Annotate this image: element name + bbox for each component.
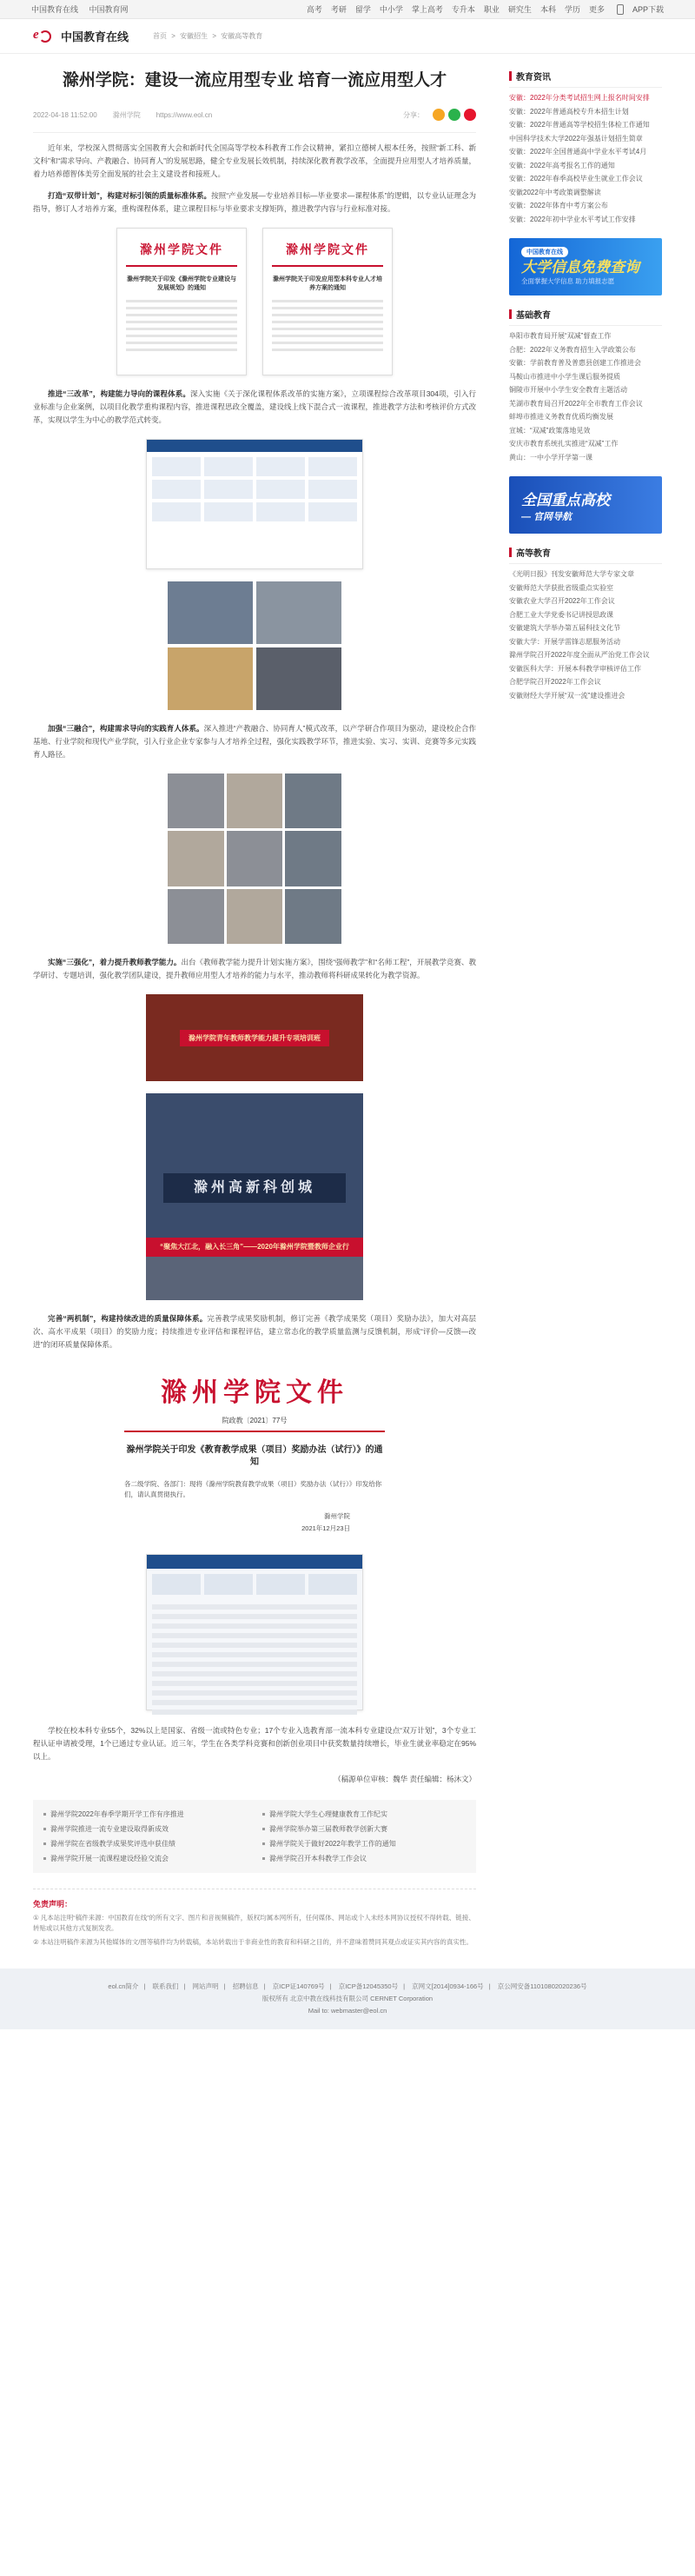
ad-subline: — 官网导航 <box>521 511 573 522</box>
section-heading: 高等教育 <box>516 549 551 559</box>
document-image-right <box>262 228 393 375</box>
sidebar-news-link[interactable]: 马鞍山市推进中小学生课后服务提质 <box>509 372 620 381</box>
breadcrumb <box>153 31 265 41</box>
paragraph-lead: 加强“三融合”，构建需求导向的实践育人体系。 <box>48 724 204 733</box>
site-logo[interactable] <box>33 28 129 44</box>
footer-link[interactable]: 京公网安备11010802020236号 <box>497 1982 587 1990</box>
related-article-link[interactable]: 滁州学院推进一流专业建设取得新成效 <box>43 1823 247 1835</box>
paragraph-text: 出台《教师教学能力提升计划实施方案》，围绕“强师教学”和“名师工程”，开展教学竞赛、教学研讨、专题培训，强化教学团队建设，提升教师应用型人才培养的能力与水平，推动教师将科研成果转化为教学资源。 <box>33 958 476 979</box>
disclaimer-heading: 免责声明： <box>33 1900 73 1909</box>
site-header <box>0 19 695 54</box>
breadcrumb-higher-edu[interactable]: 安徽高等教育 <box>221 32 263 40</box>
breadcrumb-anhui[interactable]: 安徽招生 <box>180 32 208 40</box>
sidebar-news-link[interactable]: 安徽师范大学获批省级重点实验室 <box>509 583 613 592</box>
nav-xueli[interactable]: 学历 <box>564 5 580 14</box>
nav-yanjiusheng[interactable]: 研究生 <box>507 5 532 14</box>
article-paragraph <box>33 189 476 216</box>
breadcrumb-home[interactable]: 首页 <box>153 32 168 40</box>
disclaimer-text: ① 凡本站注明“稿件来源：中国教育在线”的所有文字、图片和音视频稿件，版权均属本网所有，任何媒体、网站或个人未经本网协议授权不得转载、链接、转贴或以其他方式复制发表。 <box>33 1914 475 1932</box>
related-article-link[interactable]: 滁州学院开展一流课程建设经验交流会 <box>43 1853 247 1864</box>
management-system-screenshot <box>146 1554 363 1710</box>
official-document-body: 各二级学院、各部门：现将《滁州学院教育教学成果（项目）奖励办法（试行）》印发给你们，请认真贯彻执行。 <box>124 1480 382 1498</box>
article-paragraph <box>33 722 476 761</box>
sidebar-news-link[interactable]: 安徽：2022年全国普通高中学业水平考试4月 <box>509 148 647 156</box>
share-label: 分享： <box>403 110 424 119</box>
top-nav <box>298 3 664 15</box>
app-download-link[interactable]: APP下载 <box>632 5 664 14</box>
ad-subline: 全面掌握大学信息 助力填报志愿 <box>521 277 615 285</box>
sidebar-section-higher-edu <box>509 546 662 702</box>
related-article-link[interactable]: 滁州学院关于做好2022年教学工作的通知 <box>262 1838 466 1849</box>
event-banner: “聚焦大江北，融入长三角”——2020年滁州学院暨教师企业行 <box>146 1238 363 1257</box>
sidebar-section-basic-edu <box>509 308 662 464</box>
document-subtitle: 滁州学院关于印发应用型本科专业人才培养方案的通知 <box>273 276 382 291</box>
article-paragraph <box>33 388 476 427</box>
course-platform-screenshot <box>146 439 363 569</box>
official-document-signature <box>124 1510 385 1535</box>
classroom-photo <box>168 581 253 644</box>
site-footer <box>0 1969 695 2029</box>
training-banner-photo <box>146 994 363 1081</box>
footer-links: eol.cn简介 | 联系我们 | 网站声明 | 招聘信息 | 京ICP证140769号 | 京ICP备12045350号 | 京网文[2014]0934-166号 | 京公网安备11010802020236号 <box>108 1982 587 1990</box>
document-images <box>33 228 476 375</box>
sidebar-news-link[interactable]: 合肥学院召开2022年工作会议 <box>509 678 601 686</box>
footer-link[interactable]: 联系我们 <box>152 1982 179 1990</box>
sidebar-news-link[interactable]: 安徽农业大学召开2022年工作会议 <box>509 597 615 605</box>
sidebar-news-link[interactable]: 安徽建筑大学举办第五届科技文化节 <box>509 624 620 632</box>
top-link-eol[interactable]: 中国教育在线 <box>31 5 79 14</box>
key-university-ad[interactable] <box>509 476 662 534</box>
sidebar-news-link[interactable]: 宣城：“双减”政策落地见效 <box>509 426 591 435</box>
building-sign: 滁州高新科创城 <box>163 1173 346 1203</box>
article-paragraph: 学校在校本科专业55个，32%以上是国家、省级一流或特色专业；17个专业入选教育部一流本科专业建设点“双万计划”，3个专业工程认证申请被受理，1个已通过专业认证。近三年，学生在各类学科竞赛和创新创业项目中获奖数量持续增长，毕业生就业率稳定在95%以上。 <box>33 1726 476 1761</box>
sidebar <box>509 70 662 1948</box>
sidebar-news-link[interactable]: 安徽：2022年初中学业水平考试工作安排 <box>509 215 636 223</box>
article-main <box>33 70 476 1948</box>
footer-link[interactable]: 京ICP证140769号 <box>272 1982 325 1990</box>
breadcrumb-separator: > <box>212 32 217 40</box>
document-subtitle: 滁州学院关于印发《滁州学院专业建设与发展规划》的通知 <box>127 276 236 291</box>
enterprise-visit-photo <box>146 1093 363 1300</box>
signature-date: 2021年12月23日 <box>301 1524 350 1532</box>
sidebar-news-link[interactable]: 合肥工业大学党委书记讲授思政课 <box>509 610 613 619</box>
nav-zhongxiaoxue[interactable]: 中小学 <box>379 5 403 14</box>
footer-link[interactable]: eol.cn简介 <box>108 1982 139 1990</box>
signature-org: 滁州学院 <box>324 1512 350 1520</box>
official-document-subtitle: 滁州学院关于印发《教育教学成果（项目）奖励办法（试行）》的通知 <box>126 1445 383 1467</box>
official-document-header: 滁州学院文件 <box>161 1378 348 1407</box>
related-articles <box>33 1800 476 1873</box>
ad-headline: 大学信息免费查询 <box>521 259 639 276</box>
sidebar-news-link[interactable]: 滁州学院召开2022年度全面从严治党工作会议 <box>509 651 650 659</box>
article-paragraph <box>33 1312 476 1351</box>
official-document-number: 院政教〔2021〕77号 <box>222 1417 288 1424</box>
sidebar-news-link[interactable]: 蚌埠市推进义务教育优质均衡发展 <box>509 413 613 421</box>
disclaimer-text: ② 本站注明稿件来源为其他媒体的文/图等稿件均为转载稿，本站转载出于非商业性的教育和科研之目的，并不意味着赞同其观点或证实其内容的真实性。 <box>33 1938 473 1946</box>
sidebar-news-link[interactable]: 中国科学技术大学2022年强基计划招生简章 <box>509 134 643 143</box>
footer-link[interactable]: 网站声明 <box>192 1982 219 1990</box>
nav-zhangshang[interactable]: 掌上高考 <box>411 5 443 14</box>
nav-benke[interactable]: 本科 <box>539 5 556 14</box>
nav-zhuanshengben[interactable]: 专升本 <box>451 5 475 14</box>
paragraph-lead: 实施“三强化”，着力提升教师教学能力。 <box>48 958 182 966</box>
top-left-links <box>31 3 137 15</box>
sidebar-news-link[interactable]: 安庆市教育系统扎实推进“双减”工作 <box>509 440 619 448</box>
official-document-image <box>124 1371 385 1535</box>
wechat-share-icon[interactable] <box>448 109 460 121</box>
qzone-share-icon[interactable] <box>433 109 445 121</box>
page-layout <box>0 70 695 1948</box>
classroom-photo <box>256 647 341 710</box>
footer-link[interactable]: 京网文[2014]0934-166号 <box>412 1982 484 1990</box>
sidebar-news-link[interactable]: 安徽：2022年普通高等学校招生体检工作通知 <box>509 121 650 129</box>
section-heading: 教育资讯 <box>516 73 551 83</box>
paragraph-text: 完善教学成果奖励机制，修订完善《教学成果奖（项目）奖励办法》，加大对高层次、高水平成果（项目）的奖励力度；持续推进专业评估和课程评估，建立常态化的教学质量监测与反馈机制，形成“评价—反馈—改进”的闭环质量保障体系。 <box>33 1314 476 1349</box>
sidebar-section-edu-news <box>509 70 662 226</box>
breadcrumb-separator: > <box>171 32 175 40</box>
top-utility-bar <box>0 0 695 19</box>
related-article-link[interactable]: 滁州学院2022年春季学期开学工作有序推进 <box>43 1809 247 1820</box>
article-source: 滁州学院 <box>112 110 141 119</box>
nav-more[interactable]: 更多 <box>588 5 605 14</box>
sidebar-news-link[interactable]: 安徽：2022年分类考试招生网上报名时间安排 <box>509 94 650 102</box>
footer-email[interactable]: Mail to: webmaster@eol.cn <box>308 2007 387 2015</box>
document-header: 滁州学院文件 <box>140 244 223 257</box>
classroom-photo <box>168 647 253 710</box>
eol-logo-icon: e <box>33 29 59 44</box>
nav-zhiye[interactable]: 职业 <box>483 5 500 14</box>
sidebar-news-link[interactable]: 铜陵市开展中小学生安全教育主题活动 <box>509 386 627 394</box>
document-image-left <box>116 228 247 375</box>
banner-text: 滁州学院青年教师教学能力提升专项培训班 <box>180 1030 329 1046</box>
ad-headline: 全国重点高校 <box>521 491 610 508</box>
footer-link[interactable]: 京ICP备12045350号 <box>338 1982 399 1990</box>
sidebar-news-link[interactable]: 安徽：学前教育普及普惠县创建工作推进会 <box>509 359 641 367</box>
editor-credit: （稿源单位审核：魏华 责任编辑：杨沐文） <box>334 1775 476 1783</box>
weibo-share-icon[interactable] <box>464 109 476 121</box>
logo-text: 中国教育在线 <box>61 30 129 43</box>
footer-copyright: 版权所有 北京中教在线科技有限公司 CERNET Corporation <box>261 1995 434 2002</box>
section-heading: 基础教育 <box>516 311 551 321</box>
nav-kaoyan[interactable]: 考研 <box>330 5 347 14</box>
sidebar-news-link[interactable]: 安徽大学：开展学雷锋志愿服务活动 <box>509 637 620 646</box>
article-paragraph: 近年来，学校深入贯彻落实全国教育大会和新时代全国高等学校本科教育工作会议精神，紧扣立德树人根本任务，按照“新工科、新文科”和“需求导向、产教融合、协同育人”的发展思路，健全专业发展长效机制，持续深化教育教学改革，全面提升应用型人才培养质量，着力培养德智体美劳全面发展的社会主义建设者和接班人。 <box>33 143 476 178</box>
related-article-link[interactable]: 滁州学院召开本科教学工作会议 <box>262 1853 466 1864</box>
sidebar-news-link[interactable]: 安徽：2022年春季高校毕业生就业工作会议 <box>509 175 643 183</box>
ad-pill: 中国教育在线 <box>521 247 568 257</box>
paragraph-lead: 打造“双带计划”，构建对标引领的质量标准体系。 <box>48 191 212 200</box>
sidebar-news-link[interactable]: 《光明日报》刊发安徽师范大学专家文章 <box>509 570 634 578</box>
sidebar-news-link[interactable]: 安徽：2022年高考报名工作的通知 <box>509 161 615 169</box>
related-article-link[interactable]: 滁州学院举办第三届教师教学创新大赛 <box>262 1823 466 1835</box>
related-article-link[interactable]: 滁州学院在省级教学成果奖评选中获佳绩 <box>43 1838 247 1849</box>
college-search-ad[interactable] <box>509 238 662 295</box>
sidebar-news-link[interactable]: 芜湖市教育局召开2022年全市教育工作会议 <box>509 399 643 408</box>
sidebar-news-link[interactable]: 阜阳市教育局开展“双减”督查工作 <box>509 332 612 340</box>
footer-link[interactable]: 招聘信息 <box>232 1982 259 1990</box>
paragraph-text: 深入实施《关于深化课程体系改革的实施方案》，立项课程综合改革项目304项，引入行业标准与企业案例，以项目化教学重构课程内容，推进课程思政全覆盖，建设线上线下混合式一流课程，推进教学方法和考核评价方式改革，实现以学生为中心的教学范式转变。 <box>33 389 477 424</box>
paragraph-text: 按照“产业发展—专业培养目标—毕业要求—课程体系”的逻辑，以专业认证理念为指导，修订人才培养方案，重构课程体系，建立课程目标与毕业要求支撑矩阵，推进教学内容与行业标准对接。 <box>33 191 476 213</box>
article-meta <box>33 108 476 122</box>
article-paragraph <box>33 956 476 982</box>
nav-gaokao[interactable]: 高考 <box>306 5 322 14</box>
sidebar-news-link[interactable]: 安徽财经大学开展“双一流”建设推进会 <box>509 691 626 700</box>
paragraph-lead: 推进“三改革”，构建能力导向的课程体系。 <box>48 389 190 398</box>
sidebar-news-link[interactable]: 合肥：2022年义务教育招生入学政策公布 <box>509 345 636 354</box>
paragraph-lead: 完善“两机制”，构建持续改进的质量保障体系。 <box>48 1314 208 1323</box>
related-article-link[interactable]: 滁州学院大学生心理健康教育工作纪实 <box>262 1809 466 1820</box>
sidebar-news-link[interactable]: 安徽2022年中考政策调整解读 <box>509 188 601 196</box>
paragraph-text: 深入推进“产教融合、协同育人”模式改革，以产学研合作项目为驱动，建设校企合作基地、行业学院和现代产业学院，引入行业企业专家参与人才培养全过程，强化实践教学环节，推进实验、实习、实训、竞赛等多元实践育人路径。 <box>33 724 477 759</box>
document-header: 滁州学院文件 <box>286 244 369 257</box>
share-bar <box>403 109 476 121</box>
classroom-photo-grid <box>168 581 341 710</box>
article-url[interactable]: https://www.eol.cn <box>156 110 213 119</box>
article-title: 滁州学院：建设一流应用型专业 培育一流应用型人才 <box>62 71 447 90</box>
sidebar-news-link[interactable]: 黄山：一中小学开学第一课 <box>509 453 592 461</box>
sidebar-news-link[interactable]: 安徽：2022年体育中考方案公布 <box>509 202 608 209</box>
article-body <box>33 132 476 1784</box>
article-date: 2022-04-18 11:52:00 <box>33 110 97 119</box>
classroom-photo <box>256 581 341 644</box>
phone-icon[interactable] <box>617 4 624 15</box>
nav-liuxue[interactable]: 留学 <box>354 5 371 14</box>
practice-photo-collage <box>168 773 341 944</box>
top-link-eduweb[interactable]: 中国教育网 <box>89 5 129 14</box>
sidebar-news-link[interactable]: 安徽：2022年普通高校专升本招生计划 <box>509 107 629 116</box>
sidebar-news-link[interactable]: 安徽医科大学：开展本科教学审核评估工作 <box>509 664 641 673</box>
disclaimer <box>33 1889 476 1948</box>
